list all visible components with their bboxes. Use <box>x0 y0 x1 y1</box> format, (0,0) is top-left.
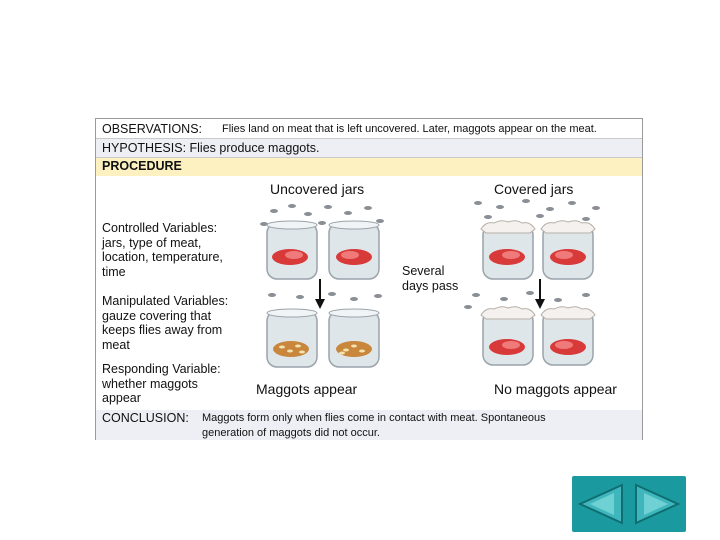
manipulated-variables-line: meat <box>102 337 130 352</box>
procedure-label: PROCEDURE <box>102 159 182 173</box>
covered-result: No maggots appear <box>494 381 617 397</box>
covered-jar <box>480 219 536 283</box>
conclusion-line: Maggots form only when flies come in contact with meat. Spontaneous <box>202 412 546 424</box>
responding-variable-line: whether maggots <box>102 376 198 391</box>
elapsed-line: days pass <box>402 278 459 293</box>
observations-label: OBSERVATIONS: <box>102 122 203 136</box>
manipulated-variables-line: gauze covering that <box>102 308 212 323</box>
covered-jar <box>540 219 596 283</box>
conclusion-line: generation of maggots did not occur. <box>202 427 380 439</box>
covered-jars-heading: Covered jars <box>494 181 574 197</box>
observations-text: Flies land on meat that is left uncovered. Later, maggots appear on the meat. <box>222 123 597 135</box>
controlled-variables-heading: Controlled Variables: <box>102 221 218 235</box>
uncovered-result: Maggots appear <box>256 381 358 397</box>
slide-navigation <box>572 476 686 532</box>
covered-jar-clean <box>540 305 596 369</box>
controlled-variables-line: location, temperature, <box>102 250 223 264</box>
responding-variable-line: appear <box>102 391 141 405</box>
responding-variable-heading: Responding Variable: <box>102 362 221 376</box>
uncovered-jar-maggots <box>326 307 382 371</box>
down-arrow-icon <box>315 279 325 309</box>
manipulated-variables-heading: Manipulated Variables: <box>102 294 229 308</box>
covered-jar-clean <box>480 305 536 369</box>
uncovered-jar <box>264 219 320 283</box>
uncovered-jar-maggots <box>264 307 320 371</box>
hypothesis-text: HYPOTHESIS: Flies produce maggots. <box>102 141 320 155</box>
controlled-variables-line: jars, type of meat, <box>102 235 202 250</box>
experiment-panel <box>95 118 643 440</box>
conclusion-label: CONCLUSION: <box>102 411 189 425</box>
manipulated-variables-line: keeps flies away from <box>102 323 223 337</box>
controlled-variables-line: time <box>102 264 126 279</box>
uncovered-jars-heading: Uncovered jars <box>270 181 365 197</box>
conclusion-row <box>96 410 642 440</box>
elapsed-line: Several <box>402 264 445 278</box>
back-arrow-icon[interactable] <box>576 481 624 527</box>
uncovered-jar <box>326 219 382 283</box>
forward-arrow-icon[interactable] <box>634 481 682 527</box>
